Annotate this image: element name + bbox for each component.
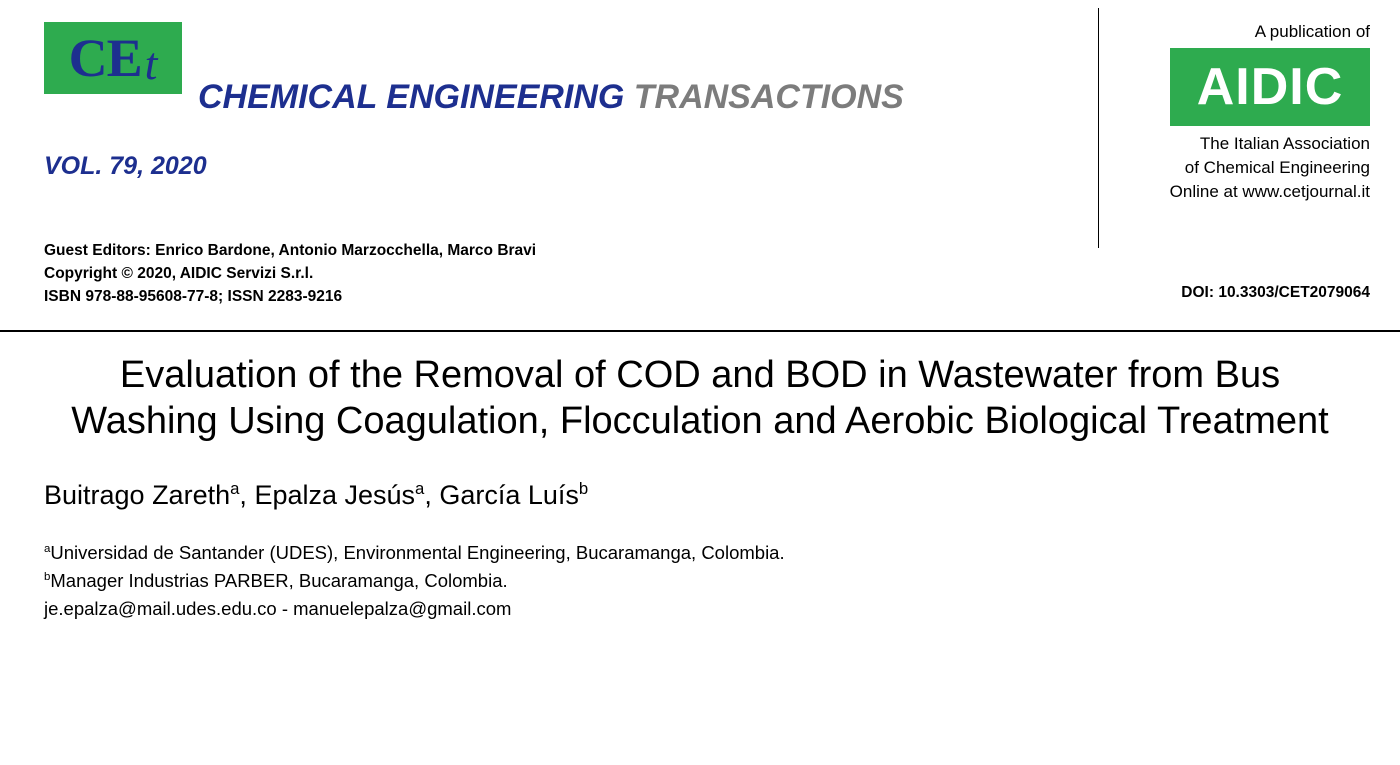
affiliation-text: Universidad de Santander (UDES), Environmental Engineering, Bucaramanga, Colombia. bbox=[50, 542, 785, 564]
article-header bbox=[0, 352, 1400, 623]
copyright-line: Copyright © 2020, AIDIC Servizi S.r.l. bbox=[44, 264, 314, 282]
volume-label: VOL. 79, 2020 bbox=[44, 152, 207, 180]
cet-logo-ce-text: CE bbox=[68, 28, 142, 88]
doi-label: DOI: 10.3303/CET2079064 bbox=[1181, 284, 1370, 301]
journal-title-secondary: TRANSACTIONS bbox=[633, 78, 904, 116]
affiliation-text: Manager Industrias PARBER, Bucaramanga, Colombia. bbox=[50, 570, 508, 592]
contact-emails: je.epalza@mail.udes.edu.co - manuelepalza@gmail.com bbox=[44, 598, 512, 620]
association-line-2: of Chemical Engineering bbox=[1184, 158, 1370, 178]
association-info bbox=[1098, 132, 1370, 204]
author-affiliation-mark: a bbox=[415, 478, 425, 498]
guest-editors-label: Guest Editors: bbox=[44, 242, 151, 259]
author-affiliation-mark: a bbox=[230, 478, 240, 498]
author-name: García Luís bbox=[439, 479, 579, 510]
affiliation-list bbox=[44, 539, 1400, 623]
journal-title-primary: CHEMICAL ENGINEERING bbox=[198, 78, 625, 116]
association-line-1: The Italian Association bbox=[1199, 134, 1370, 153]
affiliation-mark: b bbox=[44, 571, 51, 584]
author-name: Epalza Jesús bbox=[254, 479, 416, 510]
journal-title bbox=[198, 78, 904, 117]
editorial-info bbox=[44, 240, 536, 308]
author-list bbox=[44, 479, 1400, 511]
guest-editors-names: Enrico Bardone, Antonio Marzocchella, Marco Bravi bbox=[155, 242, 537, 259]
aidic-logo-text: AIDIC bbox=[1196, 58, 1344, 116]
affiliation-item bbox=[44, 567, 1400, 595]
author-separator: , bbox=[239, 479, 255, 510]
affiliation-item bbox=[44, 539, 1400, 567]
vertical-divider bbox=[1098, 8, 1099, 248]
author-affiliation-mark: b bbox=[578, 478, 589, 498]
journal-masthead bbox=[0, 0, 1400, 310]
header-divider bbox=[0, 330, 1400, 332]
author-separator: , bbox=[424, 479, 440, 510]
aidic-logo bbox=[1170, 48, 1370, 126]
affiliation-mark: a bbox=[44, 542, 51, 555]
cet-logo bbox=[44, 22, 182, 94]
isbn-issn-line: ISBN 978-88-95608-77-8; ISSN 2283-9216 bbox=[44, 287, 343, 305]
author-name: Buitrago Zareth bbox=[44, 479, 231, 510]
cet-logo-t-text: t bbox=[144, 38, 158, 89]
page-title: Evaluation of the Removal of COD and BOD in Wastewater from Bus Washing Using Coagulation, Flocculation and Aerobic Biological Treatment bbox=[71, 354, 1329, 443]
guest-editors-line bbox=[44, 240, 536, 263]
publication-of-label: A publication of bbox=[1254, 22, 1370, 41]
association-website: Online at www.cetjournal.it bbox=[1169, 182, 1370, 202]
